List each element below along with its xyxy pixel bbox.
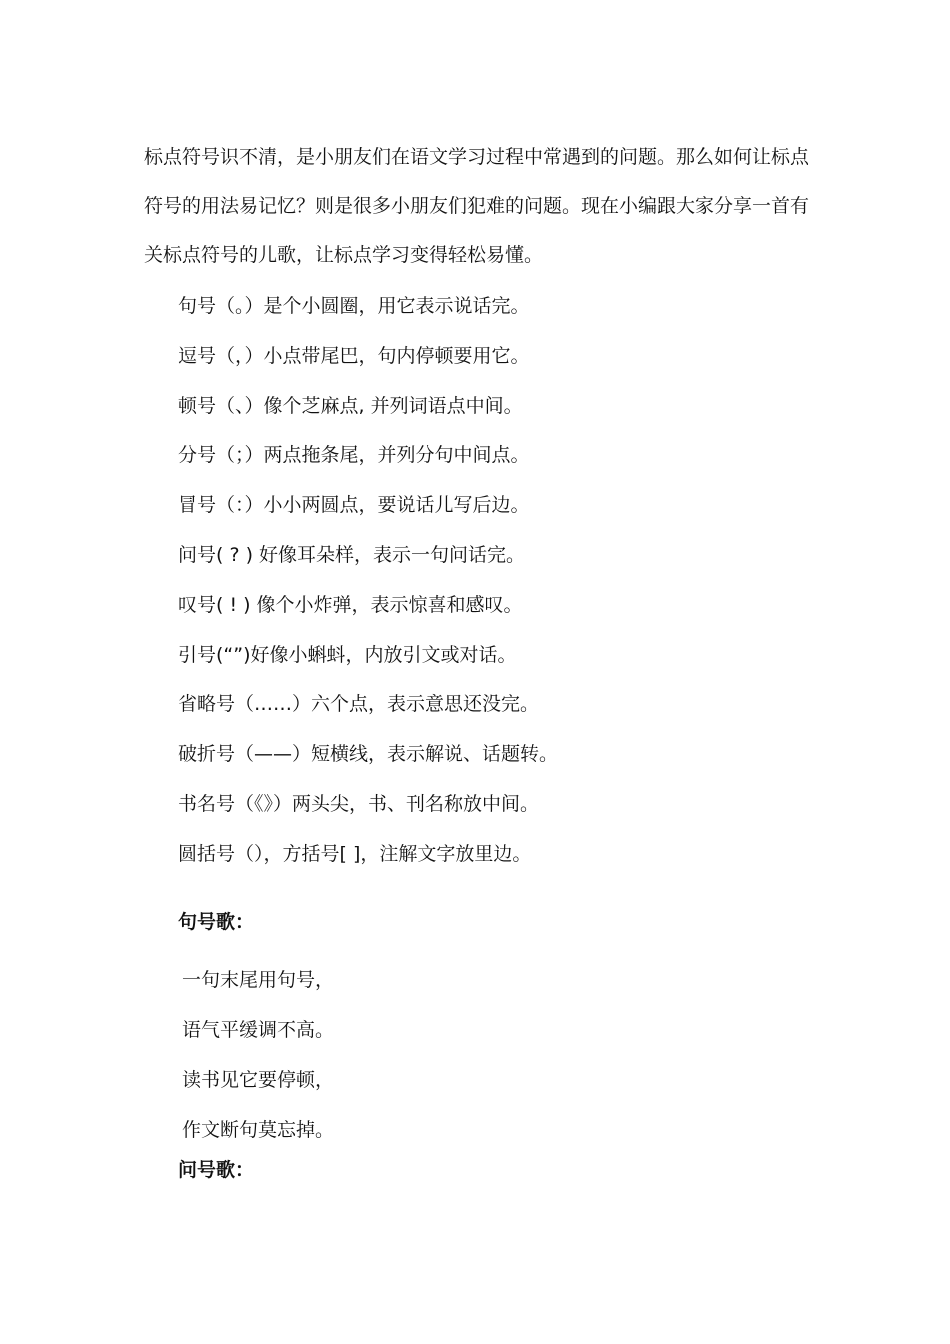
intro-line-2: 符号的用法易记忆？则是很多小朋友们犯难的问题。现在小编跟大家分享一首有 (144, 195, 810, 217)
rhyme-line-enumeration-comma: 顿号（、）像个芝麻点, 并列词语点中间。 (178, 394, 523, 417)
punctuation-rhyme-list (178, 282, 878, 880)
rhyme-line-comma: 逗号（，）小点带尾巴，句内停顿要用它。 (178, 344, 530, 367)
period-song-line-2: 语气平缓调不高。 (182, 1019, 335, 1041)
rhyme-line-question-mark: 问号( ? ) 好像耳朵样，表示一句问话完。 (178, 543, 526, 566)
period-song-line-4: 作文断句莫忘掉。 (182, 1119, 335, 1141)
period-song-line-3: 读书见它要停顿， (182, 1069, 335, 1091)
rhyme-line-semicolon: 分号（；）两点拖条尾，并列分句中间点。 (178, 444, 530, 467)
rhyme-line-period: 句号（。）是个小圆圈，用它表示说话完。 (178, 295, 530, 317)
rhyme-line-exclamation-mark: 叹号( ! ) 像个小炸弹，表示惊喜和感叹。 (178, 593, 523, 616)
rhyme-line-book-title-marks: 书名号（《》）两头尖，书、刊名称放中间。 (178, 792, 540, 815)
intro-paragraph (144, 133, 824, 280)
rhyme-line-brackets: 圆括号（），方括号[ ]，注解文字放里边。 (178, 842, 532, 865)
question-song-title: 问号歌： (178, 1159, 255, 1181)
rhyme-line-quotation-marks: 引号(“”)好像小蝌蚪，内放引文或对话。 (178, 643, 517, 666)
rhyme-line-colon: 冒号（：）小小两圆点，要说话儿写后边。 (178, 494, 530, 517)
period-song-title: 句号歌： (178, 911, 255, 933)
rhyme-line-ellipsis: 省略号（……）六个点，表示意思还没完。 (178, 693, 540, 716)
intro-line-3: 关标点符号的儿歌，让标点学习变得轻松易懂。 (144, 244, 544, 266)
rhyme-line-dash: 破折号（——）短横线，表示解说、话题转。 (178, 743, 559, 766)
period-song-lyrics (182, 955, 334, 1155)
intro-line-1: 标点符号识不清，是小朋友们在语文学习过程中常遇到的问题。那么如何让标点 (144, 146, 810, 168)
period-song-line-1: 一句末尾用句号， (182, 969, 335, 991)
